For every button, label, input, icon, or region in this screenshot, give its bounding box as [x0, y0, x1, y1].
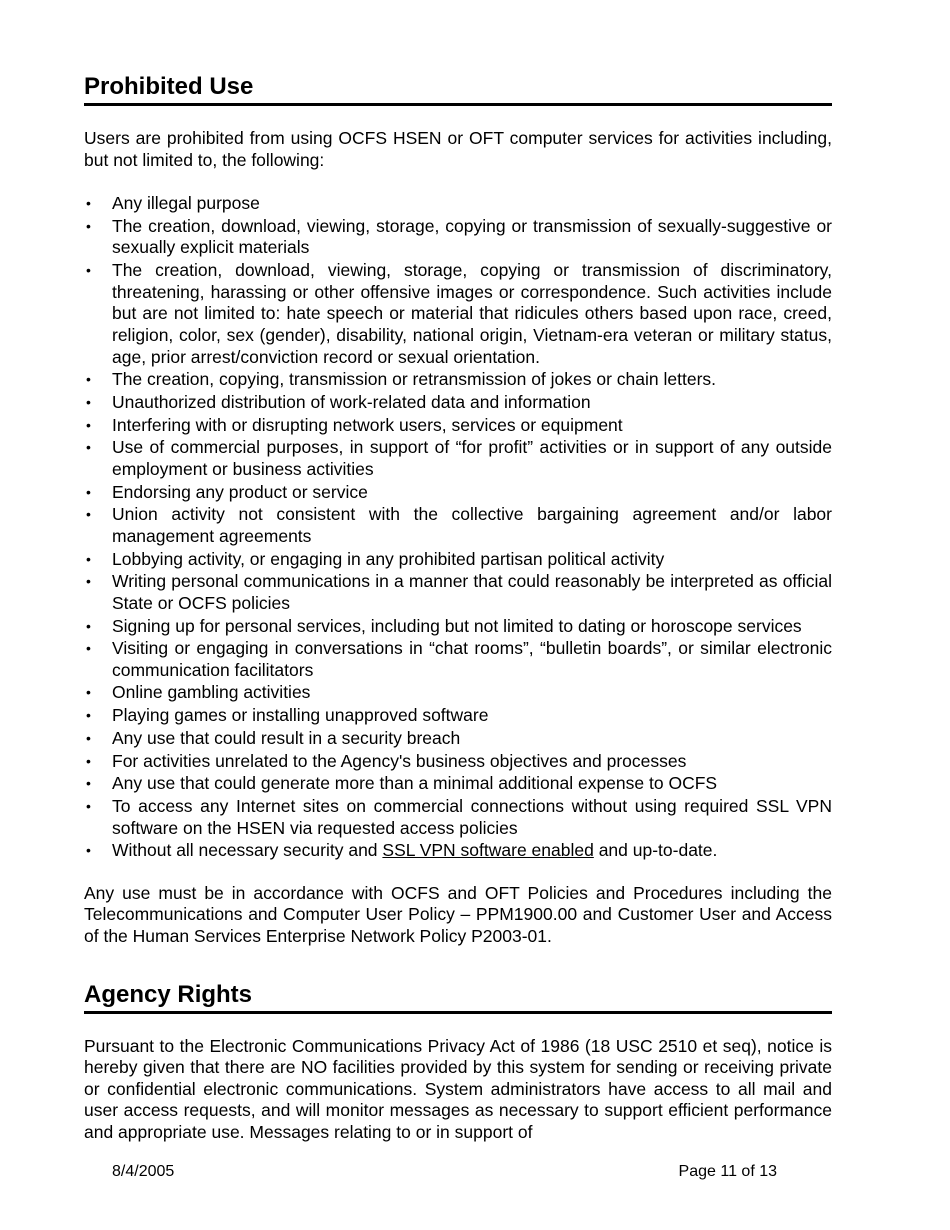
bullet-icon: •	[86, 640, 91, 657]
bullet-icon: •	[86, 439, 91, 456]
list-item: • Union activity not consistent with the collective bargaining agreement and/or labor management agreements	[86, 504, 832, 546]
prohibited-use-closing: Any use must be in accordance with OCFS and OFT Policies and Procedures including the Telecommunications and Computer User Policy – PPM1900.00 and Customer User and Access of the Human Services Enterprise Network Policy P2003-01.	[84, 882, 832, 946]
bullet-icon: •	[86, 729, 91, 746]
prohibited-use-heading: Prohibited Use	[84, 72, 832, 106]
bullet-icon: •	[86, 707, 91, 724]
list-item: • Online gambling activities	[86, 682, 311, 703]
list-item: • Endorsing any product or service	[86, 481, 368, 502]
list-item: • The creation, copying, transmission or retransmission of jokes or chain letters.	[86, 369, 717, 390]
bullet-icon: •	[86, 506, 91, 523]
list-item: • Any illegal purpose	[86, 193, 260, 214]
list-item: • Any use that could result in a security breach	[86, 727, 461, 748]
document-page	[84, 72, 832, 1144]
list-item: • Unauthorized distribution of work-related data and information	[86, 391, 591, 412]
bullet-icon: •	[86, 416, 91, 433]
list-item: • To access any Internet sites on commercial connections without using required SSL VPN software on the HSEN via requested access policies	[86, 795, 832, 838]
bullet-icon: •	[86, 617, 91, 634]
bullet-icon: •	[86, 483, 91, 500]
bullet-icon: •	[86, 195, 91, 212]
bullet-icon: •	[86, 550, 91, 567]
bullet-icon: •	[86, 752, 91, 769]
list-item: • Signing up for personal services, including but not limited to dating or horoscope services	[86, 615, 802, 636]
prohibited-use-intro: Users are prohibited from using OCFS HSEN or OFT computer services for activities including, but not limited to, the following:	[84, 128, 832, 170]
list-item: • Without all necessary security and SSL VPN software enabled and up-to-date.	[86, 840, 718, 861]
agency-rights-text: Pursuant to the Electronic Communications Privacy Act of 1986 (18 USC 2510 et seq), notice is hereby given that there are NO facilities provided by this system for sending or receiving private or confidential electronic communications. System administrators have access to all mail and user access requests, and will monitor messages as necessary to support efficient performance and appropriate use. Messages relating to or in support of	[84, 1035, 832, 1142]
ssl-vpn-underlined-text: SSL VPN software enabled	[382, 840, 594, 861]
list-item: • Playing games or installing unapproved software	[86, 705, 489, 726]
list-item: • Use of commercial purposes, in support of “for profit” activities or in support of any outside employment or business activities	[86, 437, 832, 479]
bullet-icon: •	[86, 684, 91, 701]
list-item: • The creation, download, viewing, storage, copying or transmission of discriminatory, threatening, harassing or other offensive images or correspondence. Such activities include but are not limited to: hate speech or material that ridicules others based upon race, creed, religion, color, sex (gender), disability, national origin, Vietnam-era veteran or military status, age, prior arrest/conviction record or sexual orientation.	[86, 260, 832, 367]
agency-rights-heading: Agency Rights	[84, 980, 832, 1014]
footer-date: 8/4/2005	[112, 1163, 175, 1180]
list-item: • Visiting or engaging in conversations in “chat rooms”, “bulletin boards”, or similar electronic communication facilitators	[86, 638, 832, 680]
list-item: • For activities unrelated to the Agency's business objectives and processes	[86, 750, 687, 771]
bullet-icon: •	[86, 842, 91, 859]
list-item: • Any use that could generate more than a minimal additional expense to OCFS	[86, 773, 718, 794]
list-item: • Lobbying activity, or engaging in any prohibited partisan political activity	[86, 548, 665, 569]
list-item: • Writing personal communications in a manner that could reasonably be interpreted as official State or OCFS policies	[86, 571, 832, 613]
bullet-icon: •	[86, 797, 91, 814]
bullet-icon: •	[86, 262, 91, 279]
bullet-icon: •	[86, 775, 91, 792]
bullet-icon: •	[86, 393, 91, 410]
bullet-icon: •	[86, 371, 91, 388]
bullet-icon: •	[86, 217, 91, 234]
list-item: • The creation, download, viewing, storage, copying or transmission of sexually-suggestive or sexually explicit materials	[86, 215, 832, 258]
list-item: • Interfering with or disrupting network users, services or equipment	[86, 414, 623, 435]
bullet-icon: •	[86, 573, 91, 590]
footer-page-number: Page 11 of 13	[678, 1163, 777, 1180]
prohibited-use-list	[84, 193, 832, 862]
